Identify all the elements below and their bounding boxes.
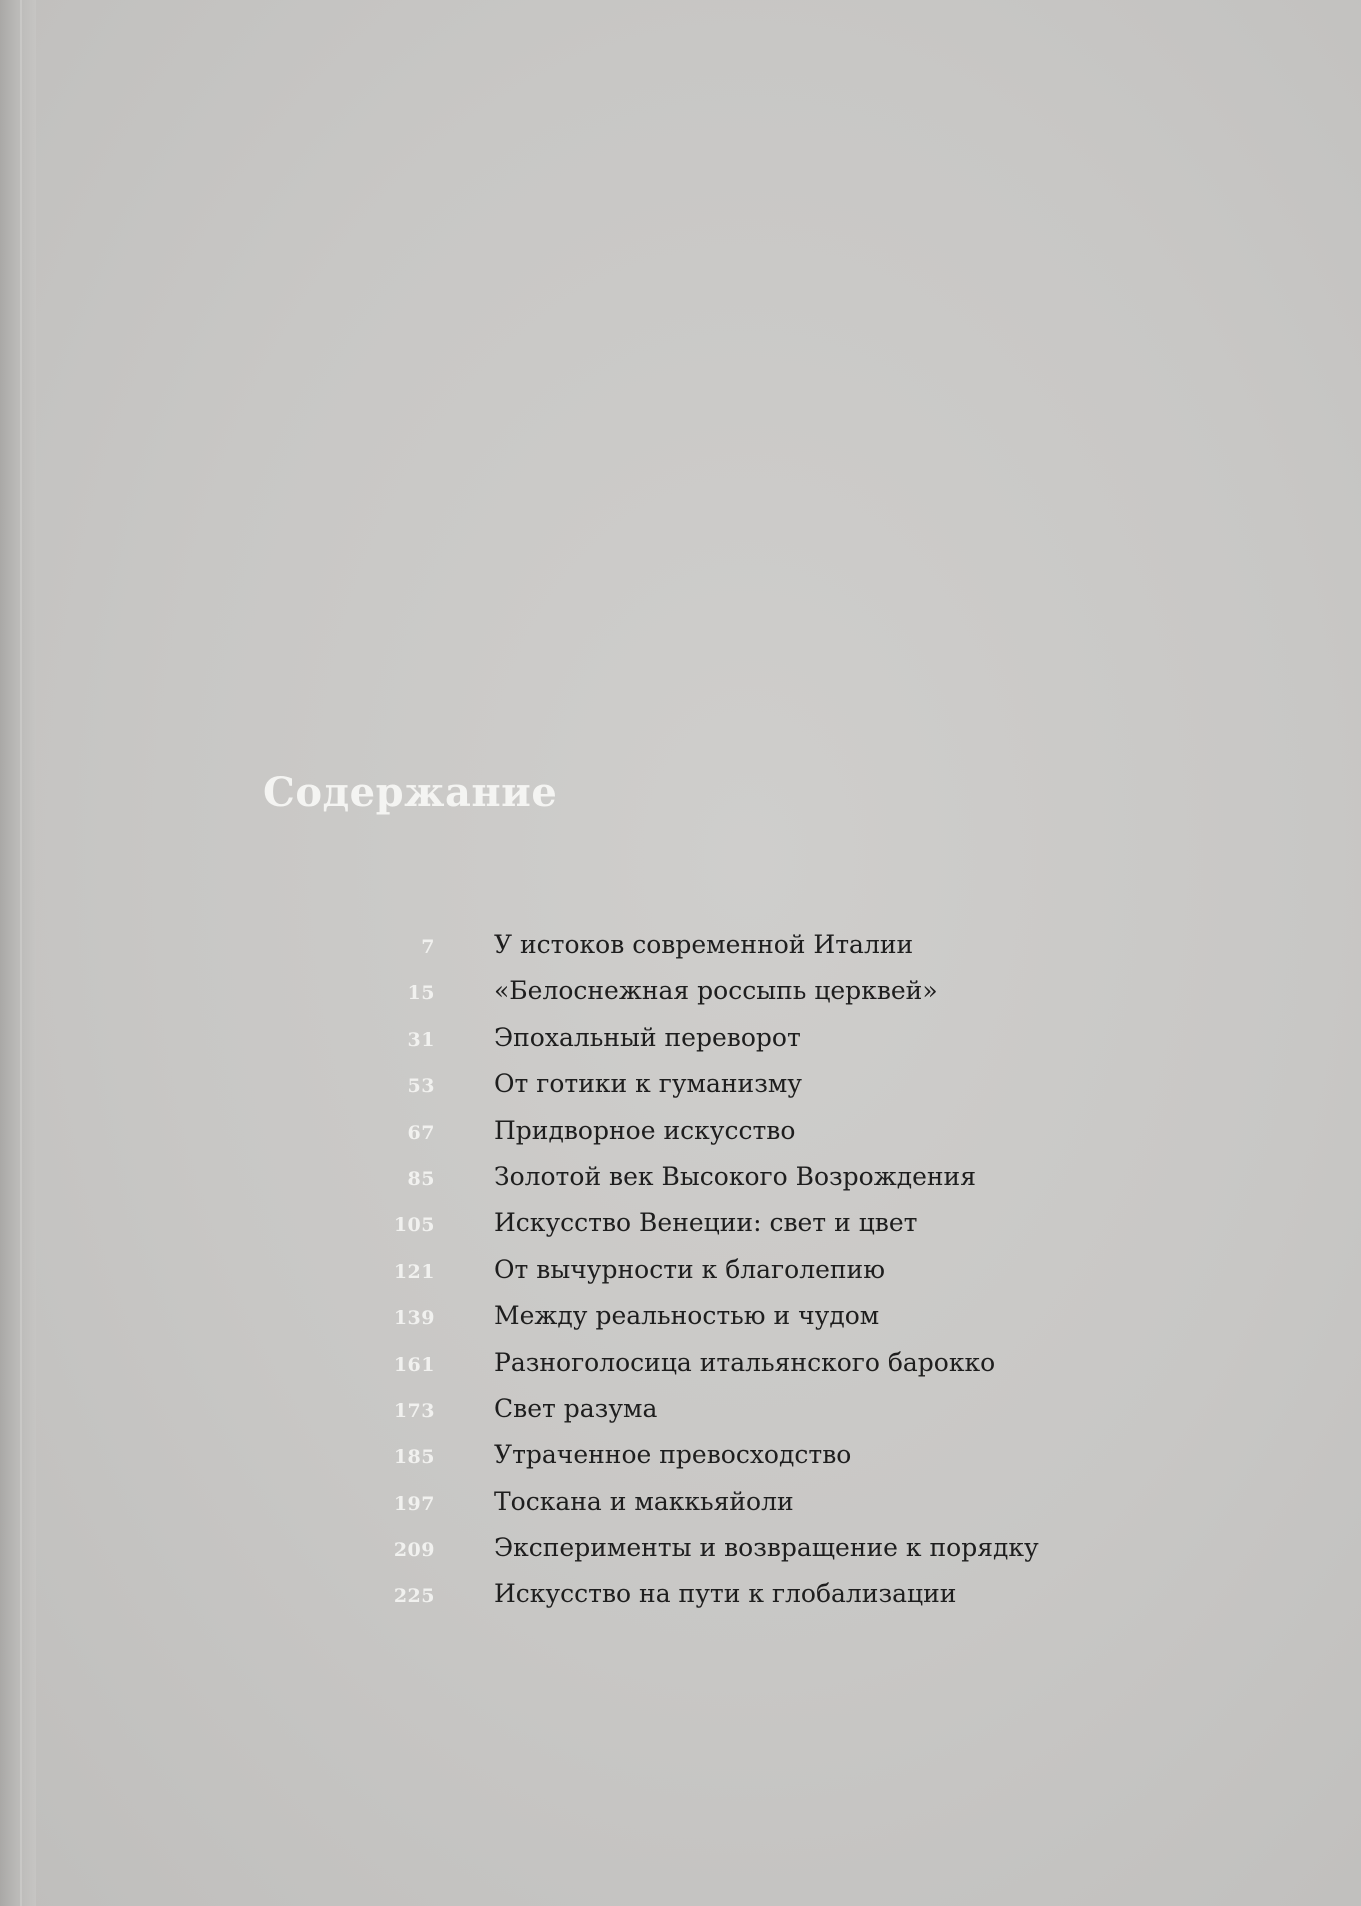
- toc-chapter-title: Золотой век Высокого Возрождения: [494, 1161, 976, 1191]
- toc-page-number: 67: [407, 1121, 435, 1144]
- toc-page-number: 225: [393, 1585, 435, 1608]
- toc-chapter-title: «Белоснежная россыпь церквей»: [494, 976, 938, 1006]
- table-of-contents: [330, 930, 1039, 1626]
- toc-chapter-title: Тоскана и маккьяйоли: [494, 1486, 794, 1516]
- toc-page-number: 173: [393, 1399, 435, 1422]
- toc-chapter-title: Искусство Венеции: свет и цвет: [494, 1208, 918, 1238]
- spine-shadow: [0, 0, 36, 1906]
- toc-chapter-title: Придворное искусство: [494, 1115, 796, 1145]
- toc-chapter-title: Искусство на пути к глобализации: [494, 1579, 957, 1609]
- toc-entry: [330, 930, 1039, 976]
- toc-entry: [330, 1069, 1039, 1115]
- toc-entry: [330, 976, 1039, 1022]
- toc-entry: [330, 1440, 1039, 1486]
- toc-entry: [330, 1116, 1039, 1162]
- toc-page-number: 121: [393, 1260, 435, 1283]
- toc-chapter-title: Эксперименты и возвращение к порядку: [494, 1533, 1039, 1563]
- toc-chapter-title: От готики к гуманизму: [494, 1069, 802, 1099]
- toc-page-number: 7: [421, 936, 435, 958]
- toc-page-number: 161: [393, 1353, 435, 1376]
- toc-page-number: 209: [393, 1539, 435, 1562]
- toc-chapter-title: От вычурности к благолепию: [494, 1254, 885, 1284]
- toc-page-number: 15: [407, 982, 435, 1005]
- toc-chapter-title: У истоков современной Италии: [494, 930, 914, 959]
- toc-page-number: 105: [393, 1214, 435, 1237]
- toc-entry: [330, 1533, 1039, 1579]
- toc-entry: [330, 1023, 1039, 1069]
- spine-edge: [20, 0, 22, 1906]
- toc-page-number: 53: [407, 1075, 435, 1098]
- toc-entry: [330, 1348, 1039, 1394]
- toc-chapter-title: Эпохальный переворот: [494, 1022, 801, 1052]
- toc-page-number: 31: [407, 1028, 435, 1051]
- toc-page-number: 139: [393, 1307, 435, 1330]
- toc-chapter-title: Между реальностью и чудом: [494, 1301, 880, 1331]
- toc-chapter-title: Утраченное превосходство: [494, 1440, 852, 1470]
- toc-entry: [330, 1579, 1039, 1625]
- toc-entry: [330, 1255, 1039, 1301]
- toc-entry: [330, 1394, 1039, 1440]
- toc-chapter-title: Свет разума: [494, 1393, 658, 1423]
- toc-page-number: 85: [407, 1167, 435, 1190]
- toc-page-number: 185: [393, 1446, 435, 1469]
- toc-entry: [330, 1162, 1039, 1208]
- toc-entry: [330, 1208, 1039, 1254]
- page-title: Содержание: [263, 769, 558, 816]
- toc-chapter-title: Разноголосица итальянского барокко: [494, 1347, 996, 1377]
- toc-entry: [330, 1301, 1039, 1347]
- toc-page-number: 197: [393, 1492, 435, 1515]
- toc-entry: [330, 1487, 1039, 1533]
